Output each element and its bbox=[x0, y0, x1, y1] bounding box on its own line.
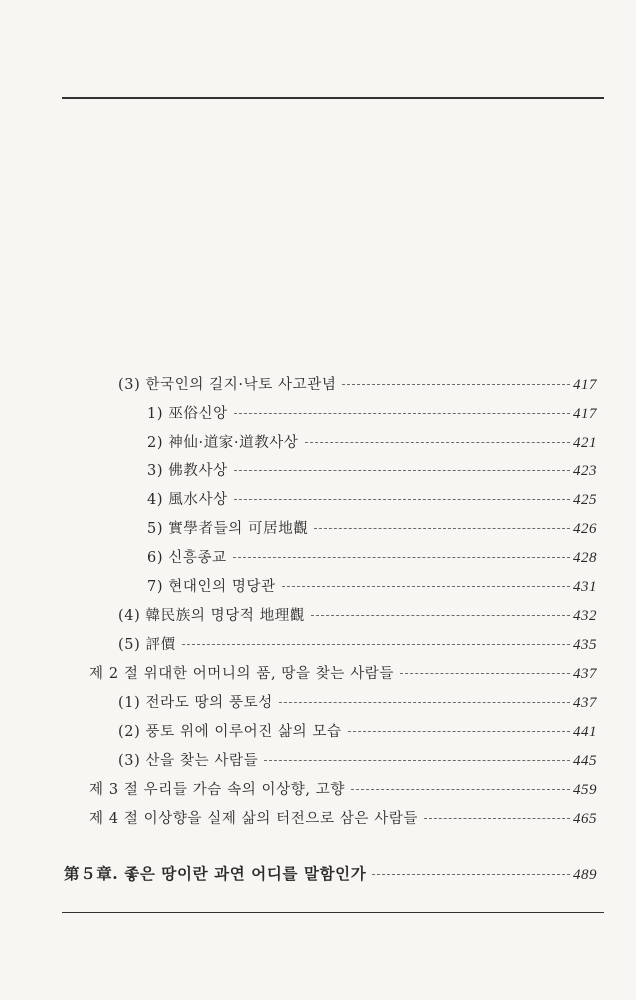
toc-entry-label: 2) 神仙·道家·道教사상 bbox=[147, 435, 299, 451]
toc-entry-label: (3) 산을 찾는 사람들 bbox=[118, 753, 259, 769]
bottom-rule bbox=[62, 912, 604, 913]
toc-entry-section-2 bbox=[89, 661, 597, 687]
toc-entry-page: 417 bbox=[573, 406, 597, 422]
toc-entry-3-mountain-seekers bbox=[118, 748, 597, 774]
toc-entry-2-taoism bbox=[147, 430, 597, 456]
toc-entry-page: 441 bbox=[573, 724, 597, 740]
toc-entry-page: 425 bbox=[573, 492, 597, 508]
toc-entry-page: 431 bbox=[573, 579, 597, 595]
toc-entry-7-modern-view bbox=[147, 574, 597, 600]
dot-leader bbox=[424, 818, 570, 819]
toc-entry-label: 1) 巫俗신앙 bbox=[147, 406, 228, 422]
dot-leader bbox=[234, 470, 570, 471]
dot-leader bbox=[182, 644, 570, 645]
toc-entry-label: 4) 風水사상 bbox=[147, 492, 228, 508]
toc-entry-label: (5) 評價 bbox=[118, 637, 176, 653]
toc-entry-page: 437 bbox=[573, 666, 597, 682]
toc-entry-chapter-5 bbox=[64, 861, 597, 887]
toc-entry-1-jeolla-climate bbox=[118, 690, 597, 716]
toc-entry-label: (3) 한국인의 길지·낙토 사고관념 bbox=[118, 377, 337, 393]
toc-entry-2-way-of-life bbox=[118, 719, 597, 745]
toc-entry-label: 第５章. 좋은 땅이란 과연 어디를 말함인가 bbox=[64, 864, 367, 883]
toc-entry-6-new-religions bbox=[147, 545, 597, 571]
toc-entry-section-4 bbox=[89, 806, 597, 832]
toc-entry-label: 제 4 절 이상향을 실제 삶의 터전으로 삼은 사람들 bbox=[89, 811, 419, 827]
toc-entry-label: (1) 전라도 땅의 풍토성 bbox=[118, 695, 273, 711]
dot-leader bbox=[400, 673, 570, 674]
toc-entry-page: 428 bbox=[573, 550, 597, 566]
toc-entry-label: (2) 풍토 위에 이루어진 삶의 모습 bbox=[118, 724, 342, 740]
toc-entry-label: 6) 신흥종교 bbox=[147, 550, 227, 566]
toc-entry-page: 459 bbox=[573, 782, 597, 798]
toc-entry-section-3 bbox=[89, 777, 597, 803]
toc-entry-page: 426 bbox=[573, 521, 597, 537]
dot-leader bbox=[234, 413, 570, 414]
toc-entry-label: 5) 實學者들의 可居地觀 bbox=[147, 521, 309, 537]
toc-entry-page: 432 bbox=[573, 608, 597, 624]
toc-entry-4-fengshui bbox=[147, 487, 597, 513]
toc-entry-page: 417 bbox=[573, 377, 597, 393]
toc-entry-label: 제 2 절 위대한 어머니의 품, 땅을 찾는 사람들 bbox=[89, 666, 395, 682]
toc-entry-page: 423 bbox=[573, 463, 597, 479]
toc-entry-label: 제 3 절 우리들 가슴 속의 이상향, 고향 bbox=[89, 782, 345, 798]
dot-leader bbox=[233, 557, 570, 558]
dot-leader bbox=[372, 874, 570, 875]
dot-leader bbox=[342, 384, 570, 385]
toc-entry-3-buddhism bbox=[147, 458, 597, 484]
toc-entry-page: 421 bbox=[573, 435, 597, 451]
toc-entry-page: 445 bbox=[573, 753, 597, 769]
toc-entry-4-geography-view bbox=[118, 603, 597, 629]
dot-leader bbox=[279, 702, 570, 703]
toc-entry-3-korean-auspicious-land bbox=[118, 372, 597, 398]
top-rule bbox=[62, 97, 604, 99]
toc-entry-page: 437 bbox=[573, 695, 597, 711]
toc-entry-label: 7) 현대인의 명당관 bbox=[147, 579, 276, 595]
toc-entry-page: 435 bbox=[573, 637, 597, 653]
toc-entry-page: 489 bbox=[573, 867, 597, 883]
dot-leader bbox=[264, 760, 570, 761]
toc-entry-label: (4) 韓民族의 명당적 地理觀 bbox=[118, 608, 305, 624]
dot-leader bbox=[305, 442, 570, 443]
toc-entry-page: 465 bbox=[573, 811, 597, 827]
dot-leader bbox=[351, 789, 570, 790]
dot-leader bbox=[282, 586, 570, 587]
toc-entry-label: 3) 佛教사상 bbox=[147, 463, 228, 479]
toc-entry-5-evaluation bbox=[118, 632, 597, 658]
toc-entry-1-shamanism bbox=[147, 401, 597, 427]
dot-leader bbox=[314, 528, 570, 529]
dot-leader bbox=[311, 615, 570, 616]
dot-leader bbox=[348, 731, 570, 732]
dot-leader bbox=[234, 499, 570, 500]
toc-entry-5-silhak bbox=[147, 516, 597, 542]
